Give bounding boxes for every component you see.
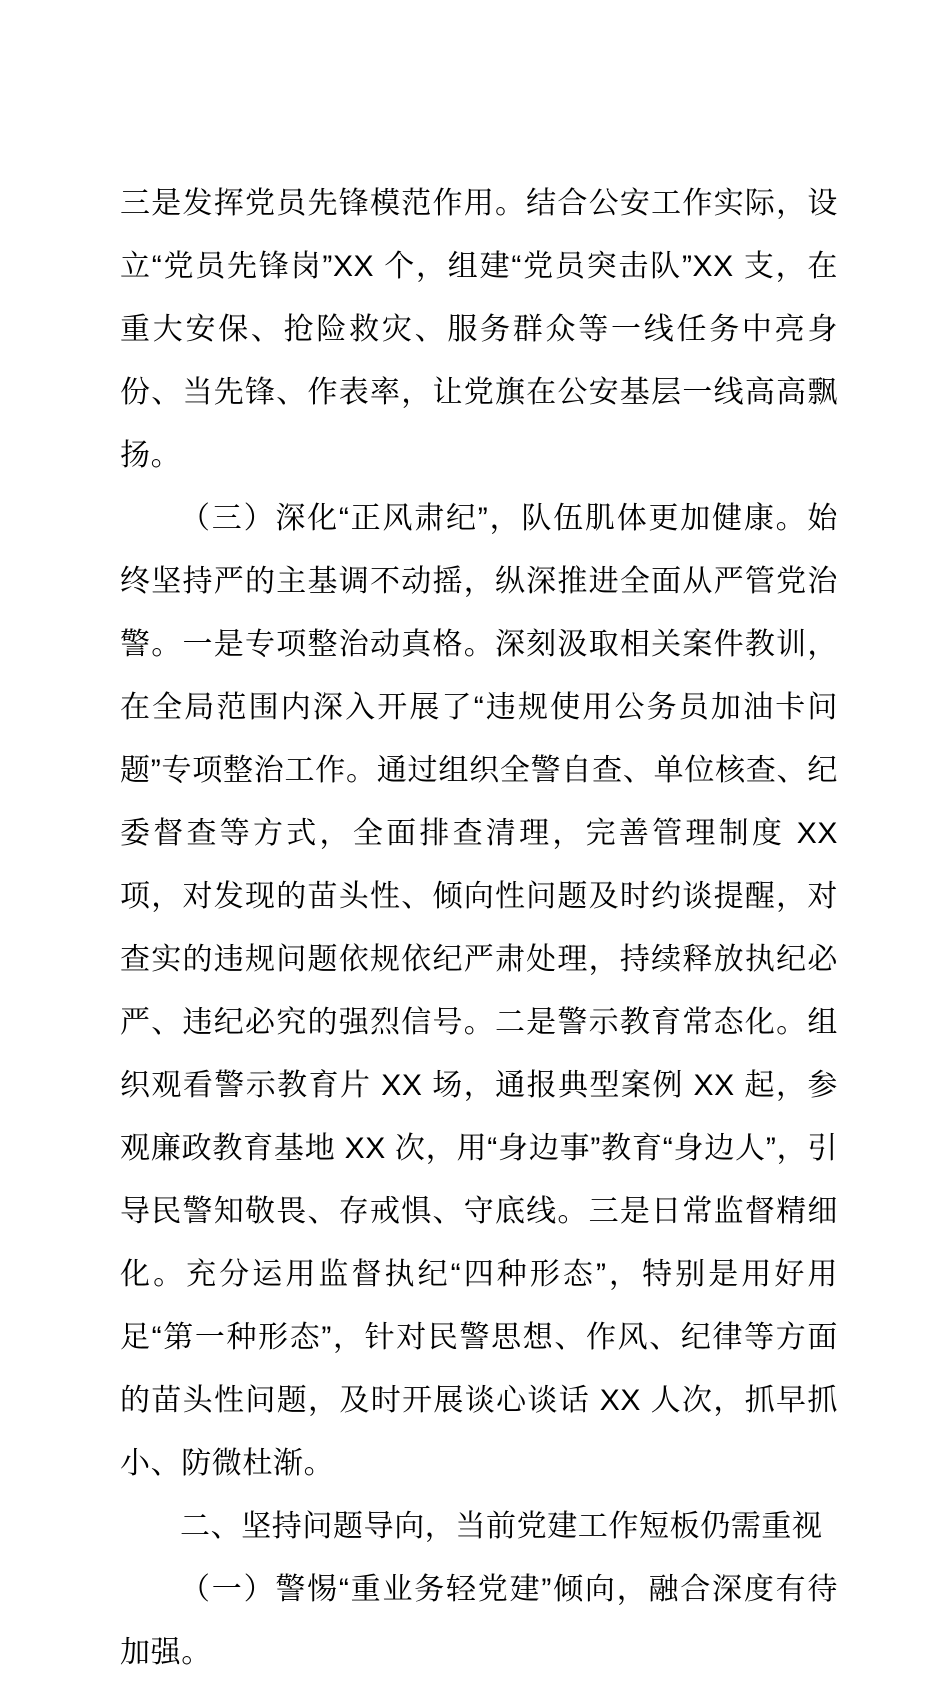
paragraph-party-member-vanguard: 三是发挥党员先锋模范作用。结合公安工作实际，设立“党员先锋岗”XX 个，组建“党员突击队”XX 支，在重大安保、抢险救灾、服务群众等一线任务中亮身份、当先锋、作表率，让党旗在公安基层一线高高飘扬。: [120, 187, 838, 472]
document-text-body: [120, 172, 838, 1684]
paragraph-subsection-one-tendency: （一）警惕“重业务轻党建”倾向，融合深度有待加强。: [120, 1573, 838, 1669]
paragraph-section-three-discipline: （三）深化“正风肃纪”，队伍肌体更加健康。始终坚持严的主基调不动摇，纵深推进全面从严管党治警。一是专项整治动真格。深刻汲取相关案件教训，在全局范围内深入开展了“违规使用公务员加油卡问题”专项整治工作。通过组织全警自查、单位核查、纪委督查等方式，全面排查清理，完善管理制度 XX 项，对发现的苗头性、倾向性问题及时约谈提醒，对查实的违规问题依规依纪严肃处理，持续释放执纪必严、违纪必究的强烈信号。二是警示教育常态化。组织观看警示教育片 XX 场，通报典型案例 XX 起，参观廉政教育基地 XX 次，用“身边事”教育“身边人”，引导民警知敬畏、存戒惧、守底线。三是日常监督精细化。充分运用监督执纪“四种形态”，特别是用好用足“第一种形态”，针对民警思想、作风、纪律等方面的苗头性问题，及时开展谈心谈话 XX 人次，抓早抓小、防微杜渐。: [120, 502, 838, 1480]
heading-section-two: 二、坚持问题导向，当前党建工作短板仍需重视: [180, 1510, 823, 1543]
